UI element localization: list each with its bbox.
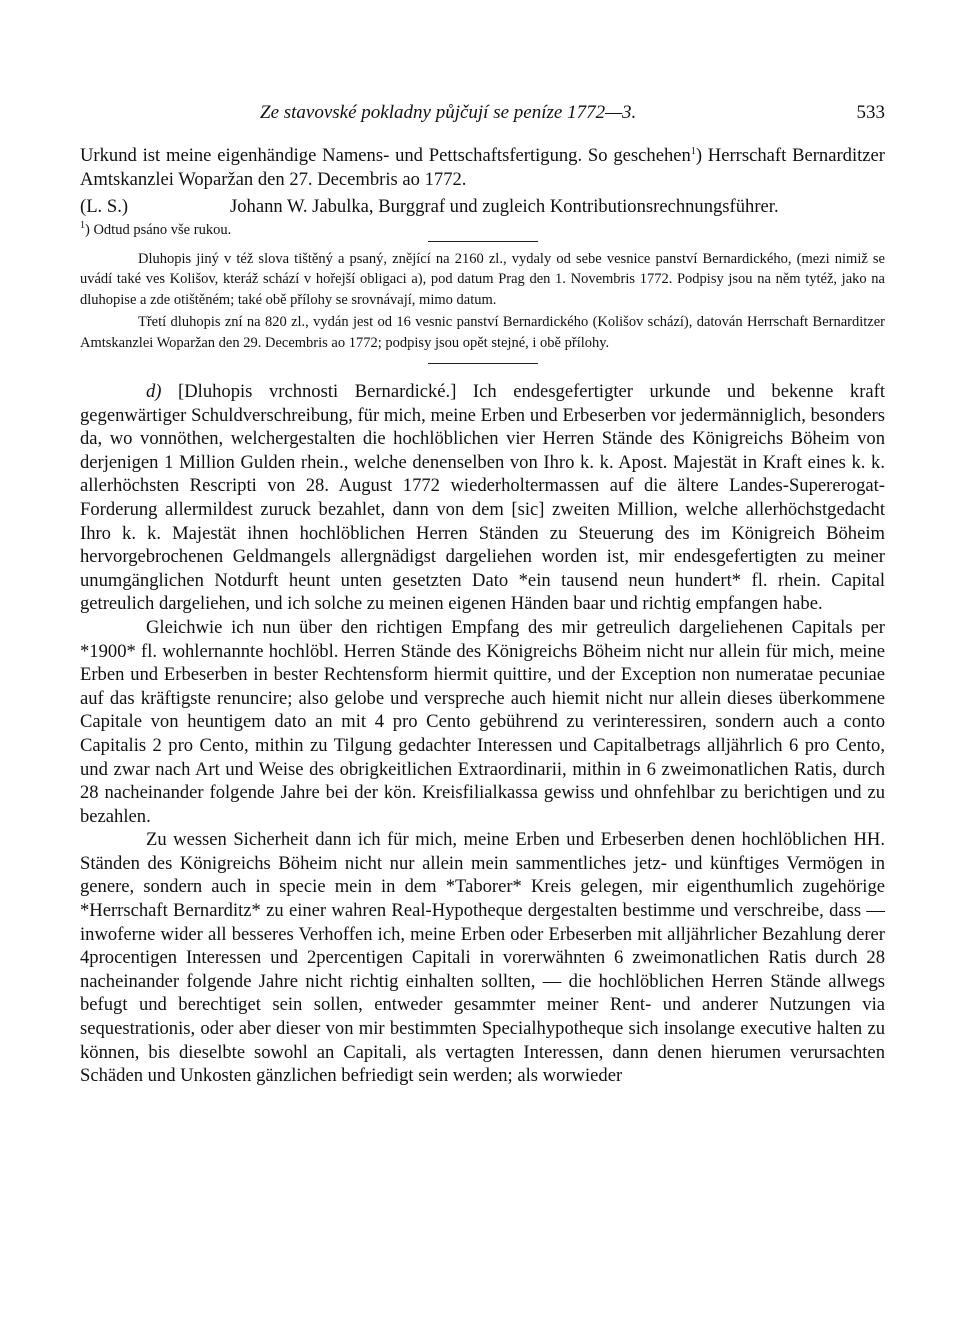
page-number: 533 <box>856 102 885 123</box>
signatory-name: Johann W. Jabulka, Burggraf und zugleich Kontributionsrechnungsführer. <box>230 196 779 217</box>
paragraph-text: [Dluhopis vrchnosti Bernardické.] Ich endesgefertigter urkunde und bekenne kraft gegenwärtiger Schuldverschreibung, für mich, meine Erben und Erbeserben vor jedermänniglich, besonders da, wo vonnöthen, welchergestalten die hochlöblichen vier Herren Stände des Königreichs Böheim von derjenigen 1 Million Gulden rhein., welche denenselben von Ihro k. k. Apost. Majestät in Kraft eines k. k. allerhöchsten Rescripti von 28. August 1772 wiederholtermassen auf die ältere Landes-Supererogat-Forderung allermildest zuruck bezahlet, dann von dem [sic] zweiten Million, welche allerhöchstgedacht Ihro k. k. Majestät ihnen hochlöblichen Herren Ständen zu Steuerung des im Königreich Böheim hervorgebrochenen Geldmangels allergnädigst dargeliehen worden ist, mir endesgefertigten zu meiner unumgänglichen Notdurft heunt unten gesetzten Dato *ein tausend neun hundert* fl. rhein. Capital getreulich dargeliehen, und ich solche zu meinen eigenen Händen baar und richtig empfangen habe. <box>80 381 885 615</box>
editorial-note: Dluhopis jiný v též slova tištěný a psaný, znějící na 2160 zl., vydaly od sebe vesnice panství Bernardického, (mezi nimiž se uvádí také ves Kolišov, kteráž schází v hořejší obligaci a), pod datum Prag den 1. Novembris 1772. Podpisy jsou na něm tytéž, jako na dluhopise a zde otištěném; také obě přílohy se srovnávají, mimo datum. <box>80 250 885 308</box>
running-title: Ze stavovské pokladny půjčují se peníze 1772—3. <box>260 102 637 123</box>
document-paragraph: Gleichwie ich nun über den richtigen Empfang des mir getreulich dargeliehenen Capitals per *1900* fl. wohlernannte hochlöbl. Herren Stände des Königreichs Böheim nicht nur allein für mich, meine Erben und Erbeserben in bester Rechtensform hiermit quittire, und der Exception non numeratae pecuniae auf das kräftigste renuncire; also gelobe und verspreche auch hiemit nicht nur allein dieses überkommene Capitale von heuntigem dato an mit 4 pro Cento gebührend zu verinteressiren, sondern auch a conto Capitalis 2 pro Cento, mithin zu Tilgung gedachter Interessen und Capitalbetrags alljährlich 6 pro Cento, und zwar nach Art und Weise des obrigkeitlichen Extraordinarii, mithin in 6 zweimonatlichen Ratis, durch 28 nacheinander folgende Jahre bei der kön. Kreisfilialkassa gewiss und ohnfehlbar zu berichtigen und zu bezahlen. <box>80 616 885 827</box>
separator-rule-bottom <box>428 363 538 364</box>
closing-formula <box>80 144 885 191</box>
separator-rule-top <box>428 241 538 242</box>
document-paragraph: Zu wessen Sicherheit dann ich für mich, meine Erben und Erbeserben denen hochlöblichen HH. Ständen des Königreichs Böheim nicht nur allein mein sammentliches jetz- und künftiges Vermögen in genere, sondern auch in specie mein in dem *Taborer* Kreis gelegen, mir eigenthumlich zugehörige *Herrschaft Bernarditz* zu einer wahren Real-Hypotheque dergestalten bestimme und verschreibe, dass — inwoferne wider all besseres Verhoffen ich, meine Erben oder Erbeserben mit alljährlicher Bezahlung derer 4procentigen Interessen und 2percentigen Capitali in vorerwähnten 6 zweimonatlichen Ratis durch 28 nacheinander folgende Jahre nicht richtig einhalten sollten, — die hochlöblichen Herren Stände allwegs befugt und berechtiget sein sollen, entweder gesammter meiner Rent- und anderer Nutzungen via sequestrationis, oder aber dieser von mir bestimmten Specialhypotheque sich insolange executive halten zu können, bis dieselbte sowohl an Capitali, als vertagten Interessen, dann denen hierumen verursachten Schäden und Unkosten gänzlichen befriedigt sein werden; als worwieder <box>80 829 885 1087</box>
document-paragraph <box>80 380 885 616</box>
editorial-note: Třetí dluhopis zní na 820 zl., vydán jest od 16 vesnic panství Bernardického (Kolišov schází), datován Herrschaft Bernarditzer Amtskanzlei Woparžan den 29. Decembris ao 1772; podpisy jsou opět stejné, i obě přílohy. <box>80 314 885 351</box>
section-label: d) <box>146 381 162 402</box>
closing-text-end: ) Herrschaft Bernarditzer Amtskanzlei Woparžan den 27. Decembris ao 1772. <box>80 145 885 190</box>
footnote-marker: 1 <box>80 219 85 231</box>
closing-text-start: Urkund ist meine eigenhändige Namens- und Pettschaftsfertigung. So geschehen <box>80 145 691 166</box>
document-page <box>80 98 885 1088</box>
running-header <box>80 98 885 132</box>
footnote <box>80 221 885 239</box>
footnote-reference: 1 <box>690 145 696 157</box>
signature-line <box>80 195 885 219</box>
footnote-text: ) Odtud psáno vše rukou. <box>85 221 232 238</box>
seal-mark: (L. S.) <box>80 196 129 217</box>
